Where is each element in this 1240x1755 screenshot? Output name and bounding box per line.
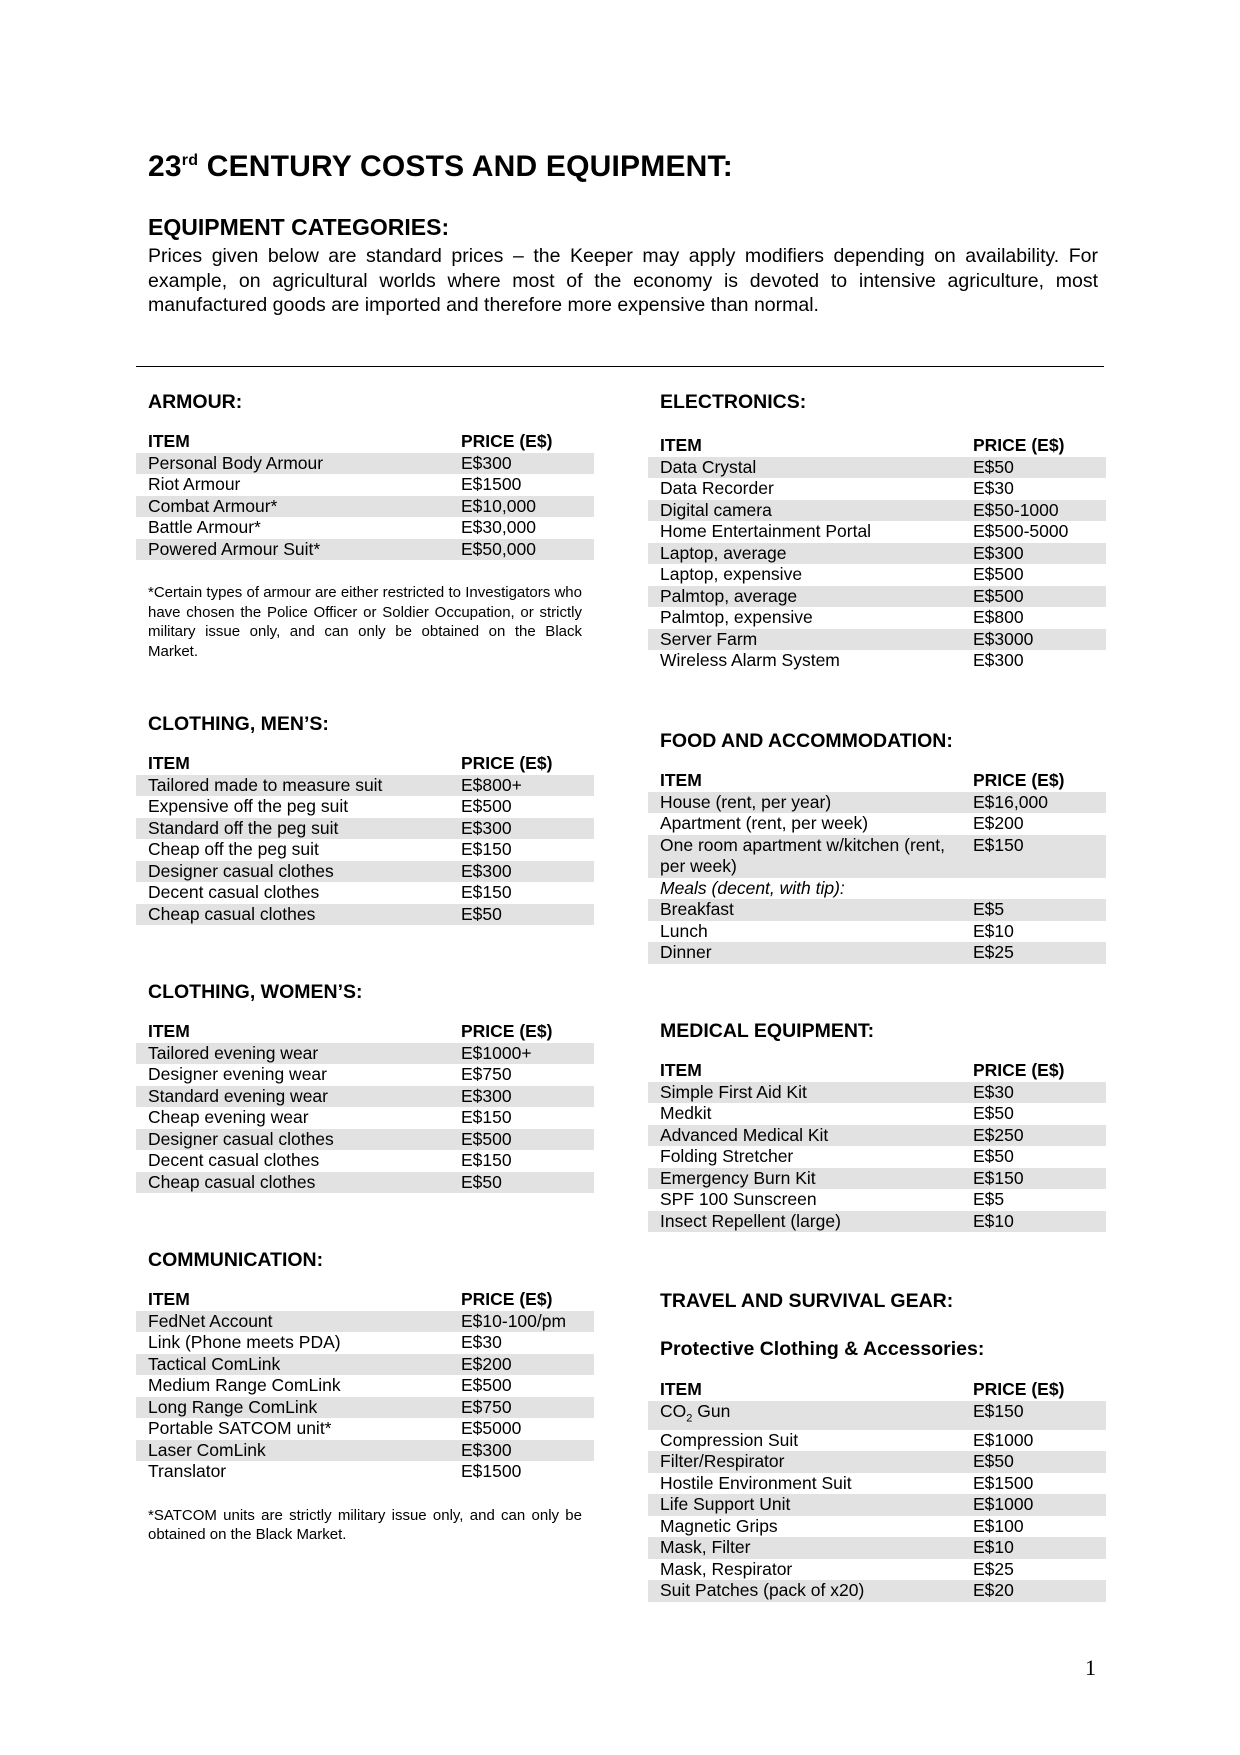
horizontal-rule [136,366,1104,367]
price-column-header: PRICE (E$) [461,753,553,773]
clothing-womens-table [136,1021,594,1193]
item-column-header: ITEM [148,1289,190,1309]
price-column-header: PRICE (E$) [973,1379,1065,1399]
table-row [648,500,1106,522]
item-column-header: ITEM [660,435,702,455]
item-cell: Cheap evening wear [148,1107,309,1127]
price-cell: E$150 [461,882,512,902]
price-cell: E$300 [449,1086,594,1108]
table-row [648,543,1106,565]
item-cell: Portable SATCOM unit* [148,1418,332,1438]
price-cell: E$1500 [461,1461,522,1481]
price-cell: E$300 [449,861,594,883]
medical-table [648,1060,1106,1232]
table-row [648,942,1106,964]
price-cell: E$30 [973,478,1014,498]
electronics-table [648,435,1106,672]
table-header-row [648,1060,1106,1082]
item-cell: FedNet Account [136,1311,449,1333]
item-cell: Tactical ComLink [136,1354,449,1376]
item-cell: Data Recorder [660,478,774,498]
price-cell: E$50 [449,904,594,926]
price-cell: E$150 [461,839,512,859]
item-cell: Decent casual clothes [148,1150,320,1170]
table-row [648,899,1106,921]
item-cell: Decent casual clothes [148,882,320,902]
price-cell: E$800+ [449,775,594,797]
clothing-mens-title: CLOTHING, MEN’S: [148,713,329,735]
table-row [648,564,1106,586]
page-number: 1 [1085,1655,1096,1680]
item-cell: Simple First Aid Kit [648,1082,961,1104]
item-cell: Tailored made to measure suit [136,775,449,797]
price-cell: E$10,000 [449,496,594,518]
travel-table [648,1379,1106,1602]
item-cell: Cheap casual clothes [136,904,449,926]
clothing-womens-title: CLOTHING, WOMEN’S: [148,981,363,1003]
table-row [648,1580,1106,1602]
table-row [136,1107,594,1129]
table-header-row [648,1379,1106,1401]
armour-title: ARMOUR: [148,391,243,413]
price-cell: E$150 [961,1168,1106,1190]
co2-prefix: CO [660,1400,687,1421]
intro-paragraph: Prices given below are standard prices – the Keeper may apply modifiers depending on availability. For example, on agricultural worlds where most of the economy is devoted to intensive agriculture, most manufactured goods are imported and therefore more expensive than normal. [148,245,1098,316]
price-cell: E$50 [973,1146,1014,1166]
table-header-row [136,753,594,775]
table-row [136,1311,594,1333]
price-cell: E$1000+ [449,1043,594,1065]
item-cell: Palmtop, expensive [660,607,813,627]
item-cell: Riot Armour [148,474,241,494]
item-column-header: ITEM [148,753,190,773]
price-cell: E$50 [961,457,1106,479]
price-cell: E$50 [449,1172,594,1194]
co2-subscript: 2 [686,1412,693,1424]
item-cell: Filter/Respirator [648,1451,961,1473]
price-cell: E$30 [461,1332,502,1352]
item-cell: Designer casual clothes [136,861,449,883]
price-cell: E$50 [973,1103,1014,1123]
table-row [136,904,594,926]
item-cell: Magnetic Grips [660,1515,778,1536]
table-row [648,1125,1106,1147]
table-row [136,818,594,840]
communication-table [136,1289,594,1483]
item-cell: Suit Patches (pack of x20) [648,1580,961,1602]
electronics-section [648,389,1106,672]
table-row [648,1559,1106,1581]
price-cell: E$50-1000 [961,500,1106,522]
item-cell: Compression Suit [660,1429,799,1450]
table-row [648,1430,1106,1452]
table-row [136,1150,594,1172]
price-cell: E$800 [973,607,1024,627]
price-cell: E$150 [961,835,1106,878]
price-cell: E$5 [961,899,1106,921]
table-header-row [648,435,1106,457]
price-cell: E$50 [961,1451,1106,1473]
price-cell: E$300 [449,453,594,475]
item-column-header: ITEM [148,1021,190,1041]
table-row [136,882,594,904]
item-cell: Personal Body Armour [136,453,449,475]
item-cell: SPF 100 Sunscreen [660,1189,817,1209]
item-cell: Apartment (rent, per week) [660,813,869,833]
table-row [136,1064,594,1086]
price-cell: E$750 [461,1064,512,1084]
table-row [136,1461,594,1483]
table-row [648,650,1106,672]
price-cell: E$150 [461,1107,512,1127]
item-cell: Laser ComLink [136,1440,449,1462]
item-cell [648,1401,961,1430]
electronics-title: ELECTRONICS: [660,391,807,413]
table-row [136,775,594,797]
table-row [648,521,1106,543]
table-row [136,1332,594,1354]
price-cell: E$750 [449,1397,594,1419]
table-row [136,1086,594,1108]
item-cell: Medium Range ComLink [148,1375,341,1395]
price-cell: E$100 [973,1515,1024,1536]
table-row [648,586,1106,608]
item-column-header: ITEM [660,770,702,790]
price-cell: E$25 [973,1558,1014,1579]
item-cell: Battle Armour* [148,517,261,537]
table-row [648,1211,1106,1233]
page-title [148,150,733,184]
item-cell: Life Support Unit [648,1494,961,1516]
item-cell: Tailored evening wear [136,1043,449,1065]
table-header-row [136,431,594,453]
table-row [136,839,594,861]
item-cell: Mask, Respirator [660,1558,793,1579]
price-cell: E$1000 [973,1429,1034,1450]
item-cell: Standard off the peg suit [136,818,449,840]
price-cell: E$500 [461,796,512,816]
item-cell: Home Entertainment Portal [660,521,872,541]
price-cell: E$1000 [961,1494,1106,1516]
item-cell: Emergency Burn Kit [648,1168,961,1190]
table-row [648,1451,1106,1473]
price-cell: E$150 [961,1401,1106,1430]
table-row [136,539,594,561]
medical-title: MEDICAL EQUIPMENT: [660,1020,875,1042]
price-cell: E$500 [449,1129,594,1151]
table-row [136,496,594,518]
table-row [648,457,1106,479]
item-cell: Palmtop, average [648,586,961,608]
price-cell: E$20 [961,1580,1106,1602]
item-cell: Translator [148,1461,227,1481]
price-cell: E$10 [961,1537,1106,1559]
table-row [136,1375,594,1397]
table-row [136,796,594,818]
price-cell: E$300 [961,543,1106,565]
item-cell: Breakfast [648,899,961,921]
table-row [648,1473,1106,1495]
item-cell: Expensive off the peg suit [148,796,349,816]
price-cell: E$10 [973,920,1014,941]
table-row [648,1168,1106,1190]
price-column-header: PRICE (E$) [973,1060,1065,1080]
item-cell: Standard evening wear [136,1086,449,1108]
item-cell: Server Farm [648,629,961,651]
food-table [648,770,1106,964]
table-row [648,835,1106,878]
table-row [648,478,1106,500]
item-cell: House (rent, per year) [648,792,961,814]
table-row [136,474,594,496]
table-row [136,517,594,539]
price-cell: E$500-5000 [973,521,1069,541]
item-cell: Dinner [648,942,961,964]
equipment-categories-heading: EQUIPMENT CATEGORIES: [148,214,450,240]
price-column-header: PRICE (E$) [461,1289,553,1309]
price-cell: E$10-100/pm [449,1311,594,1333]
clothing-womens-section [136,979,594,1193]
co2-suffix: Gun [692,1400,731,1421]
price-cell: E$10 [961,1211,1106,1233]
table-row [648,607,1106,629]
item-column-header: ITEM [660,1379,702,1399]
price-cell: E$500 [973,564,1024,584]
table-row [648,813,1106,835]
item-cell: Hostile Environment Suit [660,1472,852,1493]
price-cell: E$1500 [461,474,522,494]
price-cell: E$200 [449,1354,594,1376]
price-cell: E$25 [961,942,1106,964]
table-row [648,629,1106,651]
table-row [136,1418,594,1440]
title-rest: CENTURY COSTS AND EQUIPMENT: [198,150,733,183]
table-row [136,861,594,883]
price-column-header: PRICE (E$) [461,431,553,451]
price-column-header: PRICE (E$) [973,435,1065,455]
price-column-header: PRICE (E$) [973,770,1065,790]
item-cell: Meals (decent, with tip): [660,877,845,898]
item-cell: Digital camera [648,500,961,522]
item-cell: Laptop, expensive [660,564,803,584]
travel-title: TRAVEL AND SURVIVAL GEAR: [660,1290,954,1312]
travel-section [648,1288,1106,1602]
table-row [136,1397,594,1419]
item-column-header: ITEM [148,431,190,451]
item-cell: Powered Armour Suit* [136,539,449,561]
table-row [648,1537,1106,1559]
communication-section [136,1247,594,1545]
item-cell: Folding Stretcher [660,1146,794,1166]
item-cell: Combat Armour* [136,496,449,518]
price-cell: E$1500 [973,1472,1034,1493]
title-superscript: rd [181,152,199,169]
table-row [136,1172,594,1194]
communication-title: COMMUNICATION: [148,1249,324,1271]
item-cell: Cheap casual clothes [136,1172,449,1194]
item-cell: Designer casual clothes [136,1129,449,1151]
travel-subtitle: Protective Clothing & Accessories: [660,1338,985,1360]
price-cell: E$300 [449,818,594,840]
title-prefix: 23 [148,150,182,183]
table-row [136,1440,594,1462]
clothing-mens-table [136,753,594,925]
price-column-header: PRICE (E$) [461,1021,553,1041]
table-row [648,1189,1106,1211]
price-cell: E$300 [973,650,1024,670]
table-row [136,1043,594,1065]
food-section [648,728,1106,964]
price-cell: E$16,000 [961,792,1106,814]
price-cell: E$500 [961,586,1106,608]
price-cell: E$5 [973,1189,1005,1209]
armour-footnote: *Certain types of armour are either restricted to Investigators who have chosen the Police Officer or Soldier Occupation, or strictly military issue only, and can only be obtained on the Black Market. [148,584,582,660]
price-cell: E$500 [461,1375,512,1395]
table-row [648,878,1106,900]
price-cell: E$50,000 [449,539,594,561]
price-cell: E$30,000 [461,517,536,537]
table-row [648,1146,1106,1168]
table-row [136,1354,594,1376]
table-row [136,453,594,475]
price-cell: E$3000 [961,629,1106,651]
price-cell: E$5000 [461,1418,522,1438]
price-cell: E$150 [461,1150,512,1170]
item-cell: Insect Repellent (large) [648,1211,961,1233]
armour-table [136,431,594,560]
item-cell: Link (Phone meets PDA) [148,1332,341,1352]
price-cell [961,878,1106,900]
item-cell: Mask, Filter [648,1537,961,1559]
table-header-row [136,1021,594,1043]
table-row [648,792,1106,814]
price-cell: E$30 [961,1082,1106,1104]
table-row [136,1129,594,1151]
item-cell: Lunch [660,920,708,941]
table-row [648,1401,1106,1430]
table-header-row [136,1289,594,1311]
armour-section [136,389,594,661]
price-cell: E$300 [449,1440,594,1462]
table-row [648,1516,1106,1538]
table-header-row [648,770,1106,792]
price-cell: E$250 [961,1125,1106,1147]
food-title: FOOD AND ACCOMMODATION: [660,730,953,752]
clothing-mens-section [136,711,594,925]
table-row [648,1082,1106,1104]
item-cell: Laptop, average [648,543,961,565]
item-cell: Cheap off the peg suit [148,839,319,859]
item-column-header: ITEM [660,1060,702,1080]
item-cell: Designer evening wear [148,1064,327,1084]
item-cell: Long Range ComLink [136,1397,449,1419]
table-row [648,1494,1106,1516]
table-row [648,921,1106,943]
communication-footnote: *SATCOM units are strictly military issue only, and can only be obtained on the Black Market. [148,1506,582,1543]
item-cell: Data Crystal [648,457,961,479]
item-cell: Advanced Medical Kit [648,1125,961,1147]
item-cell: Medkit [660,1103,712,1123]
table-row [648,1103,1106,1125]
item-cell: Wireless Alarm System [660,650,840,670]
item-cell: One room apartment w/kitchen (rent, per week) [648,835,961,878]
price-cell: E$200 [973,813,1024,833]
medical-section [648,1018,1106,1232]
